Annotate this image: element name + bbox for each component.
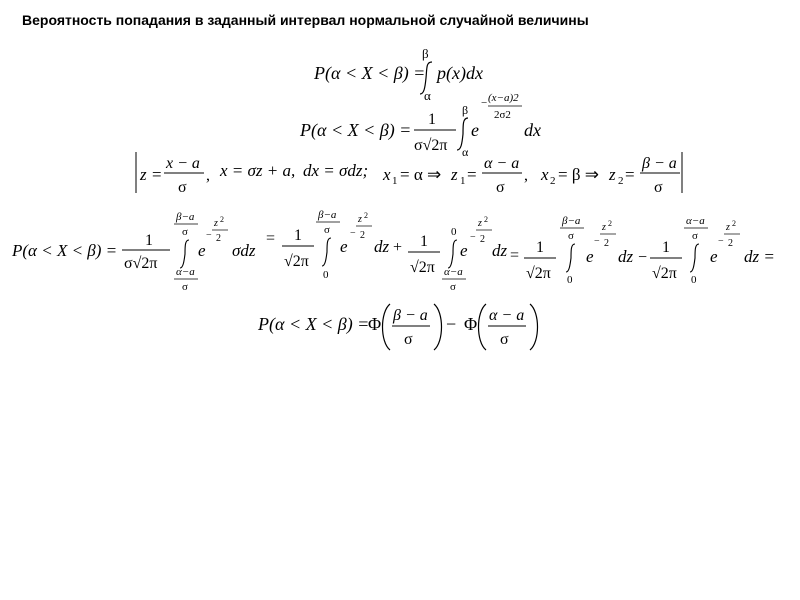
svg-text:0: 0 (451, 226, 457, 238)
subst-x2-num: β − a (642, 155, 677, 172)
slide-title: Вероятность попадания в заданный интервал нормальной случайной величины (22, 12, 589, 28)
subst-x1-den: σ (496, 179, 505, 196)
svg-text:−: − (206, 230, 212, 241)
f2-exp-den: 2σ2 (494, 109, 511, 121)
subst-z2: z (609, 165, 616, 184)
formula-probability-integral (313, 46, 483, 103)
svg-text:=: = (510, 247, 520, 264)
subst-z1-sub: 1 (460, 175, 466, 187)
svg-text:−: − (470, 232, 476, 243)
f2-frac-num: 1 (428, 111, 436, 128)
formula-substitution (136, 152, 682, 196)
svg-text:2: 2 (216, 233, 221, 244)
svg-text:−: − (718, 236, 724, 247)
svg-text:z: z (214, 218, 218, 229)
f4-paren-l2 (479, 304, 487, 350)
formula-laplace-result (257, 304, 538, 350)
f4-phi2: Φ (464, 314, 478, 334)
subst-dx-eq: dx = σdz; (303, 161, 369, 180)
svg-text:+: + (393, 239, 403, 256)
subst-z2-eq: = (625, 165, 635, 184)
subst-x1: x (383, 165, 391, 184)
svg-text:2: 2 (608, 219, 612, 228)
subst-z2-sub: 2 (618, 175, 624, 187)
svg-text:e: e (340, 237, 348, 256)
f1-lhs: P(α < X < β) = (314, 63, 426, 83)
subst-x2: x (541, 165, 549, 184)
subst-z-num: x − a (166, 155, 200, 172)
svg-text:z: z (726, 222, 730, 233)
svg-text:dz: dz (374, 237, 390, 256)
f4-arg2-den: σ (500, 331, 509, 348)
svg-text:α−a: α−a (176, 266, 195, 278)
svg-text:−: − (594, 236, 600, 247)
f2-exp-minus: − (481, 97, 488, 109)
svg-text:σ: σ (182, 281, 188, 293)
svg-text:√2π: √2π (284, 253, 309, 270)
f2-upper-limit: β (462, 103, 469, 117)
f4-phi1: Φ (368, 314, 382, 334)
svg-text:2: 2 (484, 215, 488, 224)
svg-text:1: 1 (145, 232, 153, 249)
svg-text:1: 1 (420, 233, 428, 250)
f4-arg2-num: α − a (489, 307, 525, 324)
svg-text:σ√2π: σ√2π (124, 255, 158, 272)
svg-text:σ: σ (692, 230, 698, 242)
svg-text:√2π: √2π (526, 265, 551, 282)
svg-text:e: e (586, 247, 594, 266)
f4-paren-r1 (434, 304, 442, 350)
subst-x2-sub: 2 (550, 175, 556, 187)
svg-text:dz: dz (492, 241, 508, 260)
svg-text:σ: σ (450, 281, 456, 293)
subst-x2-den: σ (654, 179, 663, 196)
svg-text:α−a: α−a (686, 215, 705, 227)
f4-lhs: P(α < X < β) = (258, 314, 370, 334)
formula-density-integral (299, 92, 541, 159)
svg-text:2: 2 (732, 219, 736, 228)
svg-text:2: 2 (360, 230, 365, 241)
svg-text:dz: dz (618, 247, 634, 266)
svg-text:e: e (710, 247, 718, 266)
subst-comma2: , (524, 167, 528, 184)
subst-x1-num: α − a (484, 155, 520, 172)
svg-text:1: 1 (536, 239, 544, 256)
svg-text:σ: σ (182, 226, 188, 238)
f4-paren-l1 (383, 304, 391, 350)
svg-text:2: 2 (728, 238, 733, 249)
svg-text:β−a: β−a (176, 211, 195, 223)
svg-text:2: 2 (480, 234, 485, 245)
svg-text:−: − (638, 249, 648, 266)
svg-text:−: − (350, 228, 356, 239)
svg-text:σ: σ (568, 230, 574, 242)
svg-text:2: 2 (220, 215, 224, 224)
svg-text:z: z (478, 218, 482, 229)
subst-x1-sub: 1 (392, 175, 398, 187)
svg-text:2: 2 (604, 238, 609, 249)
f2-frac-den: σ√2π (414, 137, 448, 154)
f2-exp-num: (x−a)2 (488, 92, 519, 104)
svg-text:√2π: √2π (652, 265, 677, 282)
svg-text:z: z (602, 222, 606, 233)
formula-expansion (11, 209, 775, 293)
svg-text:σ: σ (324, 224, 330, 236)
f2-e: e (471, 120, 479, 140)
subst-comma1: , (206, 167, 210, 184)
f3-tail: dz = (744, 247, 775, 266)
svg-text:0: 0 (691, 274, 697, 286)
subst-z1: z (451, 165, 458, 184)
f1-upper-limit: β (422, 46, 429, 61)
svg-text:1: 1 (662, 239, 670, 256)
subst-z1-eq: = (467, 165, 477, 184)
svg-text:σdz: σdz (232, 241, 256, 260)
svg-text:0: 0 (323, 269, 329, 281)
f4-paren-r2 (530, 304, 538, 350)
f2-lower-limit: α (462, 145, 469, 159)
f2-dx: dx (524, 120, 541, 140)
svg-text:e: e (198, 241, 206, 260)
svg-text:β−a: β−a (318, 209, 337, 221)
svg-text:0: 0 (567, 274, 573, 286)
f4-arg1-den: σ (404, 331, 413, 348)
subst-x2-eq: = β ⇒ (558, 165, 599, 184)
svg-text:z: z (358, 214, 362, 225)
subst-z: z = (140, 165, 163, 184)
svg-text:β−a: β−a (562, 215, 581, 227)
svg-text:√2π: √2π (410, 259, 435, 276)
f2-lhs: P(α < X < β) = (300, 120, 412, 140)
f1-integrand: p(x)dx (437, 63, 483, 83)
svg-text:2: 2 (364, 211, 368, 220)
svg-text:α−a: α−a (444, 266, 463, 278)
svg-text:e: e (460, 241, 468, 260)
subst-x-eq: x = σz + a, (220, 161, 296, 180)
f4-minus: − (446, 314, 457, 334)
svg-text:1: 1 (294, 227, 302, 244)
f1-lower-limit: α (424, 88, 431, 103)
svg-text:=: = (266, 230, 276, 247)
subst-z-den: σ (178, 179, 187, 196)
f4-arg1-num: β − a (393, 307, 428, 324)
subst-x1-eq: = α ⇒ (400, 165, 442, 184)
f3-lhs: P(α < X < β) = (12, 241, 118, 260)
